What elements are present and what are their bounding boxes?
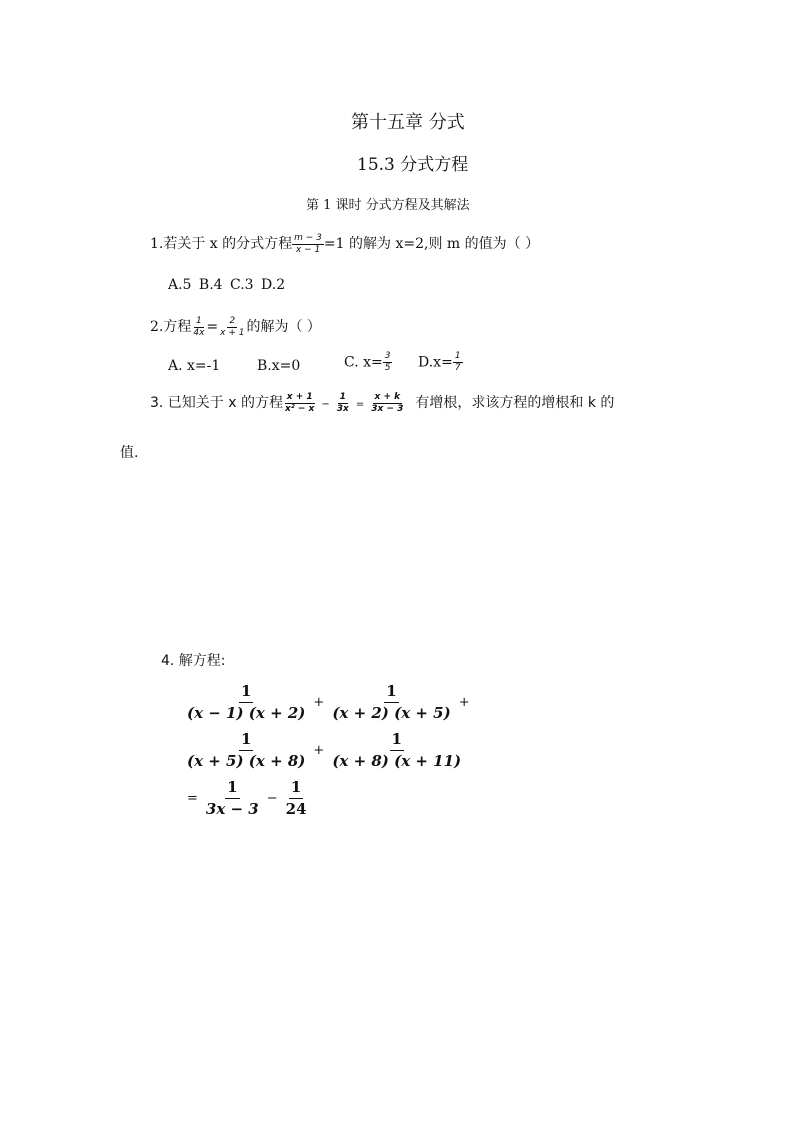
q4-plus-3: + — [313, 743, 325, 758]
q4-t2-den: (x + 2) (x + 5) — [332, 704, 451, 722]
q4-t2-num: 1 — [384, 684, 398, 703]
q3-f2-num: 1 — [339, 391, 346, 402]
q1-text-after: =1 的解为 x=2,则 m 的值为（ ） — [323, 236, 540, 252]
q3-minus: − — [321, 399, 330, 410]
q2-option-d-fraction — [453, 352, 463, 373]
q4-minus: − — [266, 791, 278, 806]
q4-plus-2: + — [458, 695, 470, 710]
q2-option-c-label: C. x= — [344, 354, 383, 371]
q4-r1-num: 1 — [225, 780, 239, 799]
q1-options: A.5 B.4 C.3 D.2 — [168, 277, 286, 293]
q3-f3-den: 3x − 3 — [371, 403, 404, 414]
q4-t1-num: 1 — [239, 684, 253, 703]
q2-option-c-fraction — [383, 352, 393, 373]
section-title: 15.3 分式方程 — [357, 155, 469, 175]
q2-option-d-den: 7 — [454, 363, 461, 373]
q4-r2-den: 24 — [285, 800, 307, 818]
q2-lhs-fraction — [191, 317, 206, 338]
q4-t4-num: 1 — [390, 732, 404, 751]
lesson-title: 第 1 课时 分式方程及其解法 — [306, 198, 470, 213]
q4-rhs-2 — [284, 780, 309, 817]
q3-fraction-3 — [369, 393, 405, 414]
q4-equation-line-3 — [185, 780, 309, 817]
q2-lhs-den: 4x — [193, 327, 205, 338]
q4-t3-num: 1 — [239, 732, 253, 751]
q4-t3-den: (x + 5) (x + 8) — [187, 752, 306, 770]
q1-text-before: 1.若关于 x 的分式方程 — [150, 236, 293, 252]
q2-text-after: 的解为（ ） — [246, 319, 321, 335]
q4-equation-line-2 — [185, 732, 463, 769]
q3-eq: = — [355, 399, 365, 410]
q4-rhs-1 — [204, 780, 261, 817]
q4-term-3 — [185, 732, 307, 769]
q4-equation-line-1 — [185, 684, 476, 721]
q2-option-d-num: 1 — [454, 351, 461, 361]
q3-text-after: 有增根，求该方程的增根和 k 的 — [415, 395, 615, 411]
question-2 — [150, 316, 321, 338]
q2-option-c-num: 3 — [384, 351, 391, 361]
q4-r2-num: 1 — [289, 780, 303, 799]
q3-f1-num: x + 1 — [286, 391, 313, 402]
q2-option-d — [418, 352, 463, 373]
q2-option-a: A. x=-1 — [168, 358, 221, 374]
question-4-label: 4. 解方程: — [161, 653, 226, 669]
q2-text-before: 2.方程 — [150, 319, 192, 335]
q2-rhs-fraction — [218, 317, 246, 338]
question-3 — [150, 392, 614, 414]
q4-term-1 — [185, 684, 307, 721]
q2-rhs-num: 2 — [229, 315, 236, 326]
q2-option-c — [344, 352, 392, 373]
q4-r1-den: 3x − 3 — [205, 800, 259, 818]
q4-t4-den: (x + 8) (x + 11) — [332, 752, 462, 770]
q2-lhs-num: 1 — [196, 315, 202, 326]
q1-frac-den: x − 1 — [295, 244, 321, 255]
q3-f2-den: 3x — [336, 403, 349, 414]
chapter-title: 第十五章 分式 — [351, 112, 465, 133]
question-1 — [150, 233, 539, 255]
q3-fraction-1 — [283, 393, 316, 414]
q2-option-c-den: 5 — [384, 363, 391, 373]
q4-term-2 — [330, 684, 452, 721]
q1-frac-num: m − 3 — [294, 232, 322, 243]
q3-text-before: 3. 已知关于 x 的方程 — [150, 395, 283, 411]
q2-option-d-label: D.x= — [418, 354, 453, 371]
q3-line-2: 值. — [120, 445, 139, 461]
q4-plus-1: + — [313, 695, 325, 710]
q2-option-b: B.x=0 — [257, 358, 301, 374]
q1-fraction — [292, 234, 324, 255]
q3-f1-den: x² − x — [285, 403, 315, 414]
q3-f3-num: x + k — [374, 391, 401, 402]
q4-eq: = — [187, 791, 198, 806]
q3-fraction-2 — [335, 393, 351, 414]
q2-rhs-den: x + 1 — [220, 327, 245, 338]
q2-eq: = — [206, 319, 219, 335]
q4-t1-den: (x − 1) (x + 2) — [187, 704, 306, 722]
q4-term-4 — [330, 732, 463, 769]
